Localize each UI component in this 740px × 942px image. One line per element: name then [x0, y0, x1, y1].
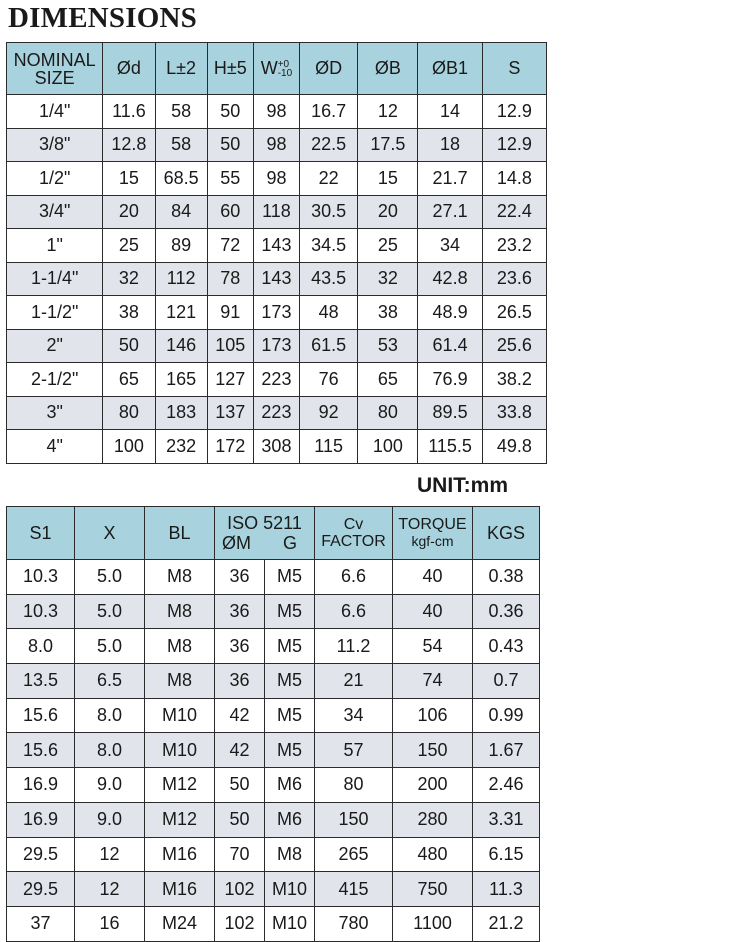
table-cell: 30.5: [300, 195, 358, 229]
header-cv-line1: Cv: [343, 516, 364, 533]
table-cell: 11.6: [103, 95, 155, 129]
table-row: [7, 329, 547, 363]
table-cell: 780: [315, 906, 393, 941]
table-cell: 1-1/4": [7, 262, 103, 296]
table-cell: M5: [265, 594, 315, 629]
table-cell: 48.9: [418, 296, 482, 330]
table-cell: 16: [75, 906, 145, 941]
table-cell: 5.0: [75, 594, 145, 629]
page-title: DIMENSIONS: [8, 2, 197, 34]
table-cell: 2-1/2": [7, 363, 103, 397]
header-torque-line1: TORQUE: [398, 516, 467, 533]
table-cell: 89.5: [418, 396, 482, 430]
table-cell: 12: [358, 95, 418, 129]
table-cell: M16: [145, 872, 215, 907]
header-cv-line2: FACTOR: [321, 533, 386, 550]
header-kgs: KGS: [473, 507, 540, 560]
table-cell: 115: [300, 430, 358, 464]
table-row: [7, 594, 540, 629]
table-cell: 80: [358, 396, 418, 430]
table-cell: 98: [253, 95, 299, 129]
table-cell: 36: [215, 560, 265, 595]
table-cell: 68.5: [155, 162, 207, 196]
table-row: [7, 906, 540, 941]
table-cell: M5: [265, 733, 315, 768]
table-cell: 76: [300, 363, 358, 397]
table-cell: 27.1: [418, 195, 482, 229]
table-cell: M5: [265, 664, 315, 699]
dimensions-table-body: [7, 95, 547, 464]
table-cell: 115.5: [418, 430, 482, 464]
table-cell: 29.5: [7, 872, 75, 907]
table-cell: 25: [358, 229, 418, 263]
table-cell: 32: [103, 262, 155, 296]
table-cell: 53: [358, 329, 418, 363]
table-cell: 223: [253, 396, 299, 430]
table-cell: 2": [7, 329, 103, 363]
table-cell: 183: [155, 396, 207, 430]
table-cell: 38: [358, 296, 418, 330]
table-cell: 84: [155, 195, 207, 229]
header-w-tolerance: [278, 60, 292, 78]
table-header-row: [7, 43, 547, 95]
dimensions-table: [6, 42, 547, 464]
table-row: [7, 195, 547, 229]
table-cell: 480: [393, 837, 473, 872]
table-cell: 76.9: [418, 363, 482, 397]
header-nominal-size-line1: NOMINAL: [13, 49, 96, 70]
unit-label: UNIT:mm: [417, 474, 509, 497]
table-cell: 112: [155, 262, 207, 296]
table-cell: 265: [315, 837, 393, 872]
table-cell: 36: [215, 664, 265, 699]
table-cell: 12.9: [482, 128, 546, 162]
table-cell: 20: [103, 195, 155, 229]
table-header-row: [7, 507, 540, 560]
table-cell: 127: [207, 363, 253, 397]
header-od-small: Ød: [103, 43, 155, 95]
table-cell: 1100: [393, 906, 473, 941]
table-cell: 13.5: [7, 664, 75, 699]
table-cell: 42: [215, 698, 265, 733]
table-cell: 172: [207, 430, 253, 464]
table-cell: 750: [393, 872, 473, 907]
header-h: H±5: [207, 43, 253, 95]
header-ob1: ØB1: [418, 43, 482, 95]
table-cell: 280: [393, 802, 473, 837]
header-ob: ØB: [358, 43, 418, 95]
table-cell: 150: [315, 802, 393, 837]
table-row: [7, 733, 540, 768]
table-cell: 6.6: [315, 560, 393, 595]
table-cell: 23.6: [482, 262, 546, 296]
header-torque: [393, 507, 473, 560]
header-iso-5211: [215, 507, 315, 560]
table-cell: 6.5: [75, 664, 145, 699]
table-cell: 9.0: [75, 802, 145, 837]
table-cell: 8.0: [7, 629, 75, 664]
table-cell: 60: [207, 195, 253, 229]
table-cell: 49.8: [482, 430, 546, 464]
header-nominal-size: [7, 43, 103, 95]
table-cell: 8.0: [75, 698, 145, 733]
table-cell: 10.3: [7, 560, 75, 595]
table-cell: 15.6: [7, 698, 75, 733]
table-cell: M8: [145, 594, 215, 629]
table-cell: 21.2: [473, 906, 540, 941]
table-row: [7, 629, 540, 664]
header-w-tol-minus: -10: [277, 68, 293, 80]
table-cell: M6: [265, 802, 315, 837]
table-cell: 72: [207, 229, 253, 263]
table-cell: M5: [265, 698, 315, 733]
table-cell: 40: [393, 560, 473, 595]
table-cell: 17.5: [358, 128, 418, 162]
table-cell: 37: [7, 906, 75, 941]
table-cell: M8: [145, 664, 215, 699]
table-cell: 6.15: [473, 837, 540, 872]
table-cell: 80: [315, 768, 393, 803]
header-od-large: ØD: [300, 43, 358, 95]
table-cell: 98: [253, 128, 299, 162]
header-w: [253, 43, 299, 95]
table-cell: 40: [393, 594, 473, 629]
header-x: X: [75, 507, 145, 560]
header-s: S: [482, 43, 546, 95]
table-cell: 50: [207, 128, 253, 162]
table-cell: 8.0: [75, 733, 145, 768]
specifications-table-body: [7, 560, 540, 942]
table-cell: 3/8": [7, 128, 103, 162]
table-cell: 61.5: [300, 329, 358, 363]
table-cell: 34: [315, 698, 393, 733]
table-cell: M16: [145, 837, 215, 872]
table-cell: 12: [75, 837, 145, 872]
table-cell: 54: [393, 629, 473, 664]
header-s1: S1: [7, 507, 75, 560]
table-cell: 25.6: [482, 329, 546, 363]
table-cell: M8: [265, 837, 315, 872]
table-cell: 50: [103, 329, 155, 363]
table-cell: 0.38: [473, 560, 540, 595]
table-cell: 65: [358, 363, 418, 397]
table-cell: 98: [253, 162, 299, 196]
table-cell: 137: [207, 396, 253, 430]
table-cell: 9.0: [75, 768, 145, 803]
header-l: L±2: [155, 43, 207, 95]
table-cell: 38: [103, 296, 155, 330]
table-cell: 50: [207, 95, 253, 129]
table-cell: 78: [207, 262, 253, 296]
table-cell: M5: [265, 629, 315, 664]
table-row: [7, 363, 547, 397]
table-cell: 48: [300, 296, 358, 330]
table-cell: 12.8: [103, 128, 155, 162]
table-cell: 22: [300, 162, 358, 196]
table-row: [7, 128, 547, 162]
table-row: [7, 698, 540, 733]
table-cell: 415: [315, 872, 393, 907]
table-cell: 22.4: [482, 195, 546, 229]
table-cell: 61.4: [418, 329, 482, 363]
table-row: [7, 430, 547, 464]
table-cell: M8: [145, 560, 215, 595]
table-cell: 21.7: [418, 162, 482, 196]
table-cell: M10: [265, 872, 315, 907]
table-cell: 23.2: [482, 229, 546, 263]
header-w-label: W: [260, 58, 278, 78]
table-cell: 34.5: [300, 229, 358, 263]
table-cell: 3/4": [7, 195, 103, 229]
table-cell: 42.8: [418, 262, 482, 296]
table-cell: 12.9: [482, 95, 546, 129]
table-row: [7, 664, 540, 699]
table-cell: 32: [358, 262, 418, 296]
table-cell: 1-1/2": [7, 296, 103, 330]
table-cell: 57: [315, 733, 393, 768]
table-row: [7, 396, 547, 430]
table-row: [7, 95, 547, 129]
table-cell: 105: [207, 329, 253, 363]
table-cell: 50: [215, 768, 265, 803]
table-cell: 11.2: [315, 629, 393, 664]
table-row: [7, 296, 547, 330]
table-cell: 42: [215, 733, 265, 768]
table-cell: 14.8: [482, 162, 546, 196]
table-cell: 16.7: [300, 95, 358, 129]
table-cell: 80: [103, 396, 155, 430]
table-cell: 10.3: [7, 594, 75, 629]
table-cell: 34: [418, 229, 482, 263]
table-cell: M5: [265, 560, 315, 595]
table-cell: 15: [358, 162, 418, 196]
table-row: [7, 802, 540, 837]
table-cell: 36: [215, 629, 265, 664]
table-cell: 50: [215, 802, 265, 837]
table-cell: 12: [75, 872, 145, 907]
table-cell: 1.67: [473, 733, 540, 768]
table-cell: M10: [145, 733, 215, 768]
table-row: [7, 229, 547, 263]
table-cell: 16.9: [7, 768, 75, 803]
table-cell: 106: [393, 698, 473, 733]
table-cell: 0.43: [473, 629, 540, 664]
table-cell: 58: [155, 128, 207, 162]
table-cell: 100: [103, 430, 155, 464]
table-row: [7, 768, 540, 803]
table-cell: 29.5: [7, 837, 75, 872]
table-cell: 3.31: [473, 802, 540, 837]
table-cell: 14: [418, 95, 482, 129]
table-cell: 15.6: [7, 733, 75, 768]
table-cell: 143: [253, 229, 299, 263]
table-cell: 1/2": [7, 162, 103, 196]
table-cell: 232: [155, 430, 207, 464]
table-cell: 5.0: [75, 560, 145, 595]
table-cell: M12: [145, 768, 215, 803]
table-cell: 11.3: [473, 872, 540, 907]
table-cell: 1": [7, 229, 103, 263]
header-iso-subheaders: [215, 533, 314, 553]
header-w-tol-plus: +0: [277, 59, 290, 71]
table-cell: 55: [207, 162, 253, 196]
header-torque-line2: kgf-cm: [411, 533, 454, 549]
table-cell: 0.99: [473, 698, 540, 733]
specifications-table: [6, 506, 540, 942]
table-cell: 308: [253, 430, 299, 464]
table-cell: 173: [253, 329, 299, 363]
table-cell: 150: [393, 733, 473, 768]
header-iso-label: ISO 5211: [227, 513, 302, 533]
table-row: [7, 262, 547, 296]
table-cell: 100: [358, 430, 418, 464]
table-cell: 89: [155, 229, 207, 263]
table-cell: 33.8: [482, 396, 546, 430]
table-cell: 16.9: [7, 802, 75, 837]
table-cell: 102: [215, 906, 265, 941]
table-cell: 70: [215, 837, 265, 872]
table-cell: 22.5: [300, 128, 358, 162]
table-cell: M10: [145, 698, 215, 733]
table-cell: 36: [215, 594, 265, 629]
table-cell: 38.2: [482, 363, 546, 397]
table-cell: 91: [207, 296, 253, 330]
header-cv-factor: [315, 507, 393, 560]
table-cell: M12: [145, 802, 215, 837]
header-nominal-size-line2: SIZE: [34, 67, 75, 88]
table-cell: M8: [145, 629, 215, 664]
table-cell: 0.36: [473, 594, 540, 629]
table-cell: 223: [253, 363, 299, 397]
header-bl: BL: [145, 507, 215, 560]
table-cell: M6: [265, 768, 315, 803]
table-cell: 2.46: [473, 768, 540, 803]
table-row: [7, 837, 540, 872]
table-row: [7, 560, 540, 595]
table-cell: 25: [103, 229, 155, 263]
table-cell: 5.0: [75, 629, 145, 664]
table-cell: 74: [393, 664, 473, 699]
table-cell: 21: [315, 664, 393, 699]
table-cell: 121: [155, 296, 207, 330]
table-cell: 6.6: [315, 594, 393, 629]
table-cell: 165: [155, 363, 207, 397]
table-cell: M24: [145, 906, 215, 941]
table-cell: 1/4": [7, 95, 103, 129]
table-cell: 43.5: [300, 262, 358, 296]
table-cell: M10: [265, 906, 315, 941]
table-cell: 15: [103, 162, 155, 196]
table-cell: 58: [155, 95, 207, 129]
header-iso-g: G: [282, 533, 297, 553]
header-iso-om: ØM: [222, 533, 251, 553]
table-cell: 0.7: [473, 664, 540, 699]
table-row: [7, 162, 547, 196]
table-cell: 26.5: [482, 296, 546, 330]
table-cell: 143: [253, 262, 299, 296]
table-cell: 20: [358, 195, 418, 229]
table-cell: 92: [300, 396, 358, 430]
table-row: [7, 872, 540, 907]
table-cell: 146: [155, 329, 207, 363]
table-cell: 4": [7, 430, 103, 464]
table-cell: 102: [215, 872, 265, 907]
table-cell: 3": [7, 396, 103, 430]
table-cell: 173: [253, 296, 299, 330]
table-cell: 200: [393, 768, 473, 803]
table-cell: 65: [103, 363, 155, 397]
table-cell: 18: [418, 128, 482, 162]
table-cell: 118: [253, 195, 299, 229]
